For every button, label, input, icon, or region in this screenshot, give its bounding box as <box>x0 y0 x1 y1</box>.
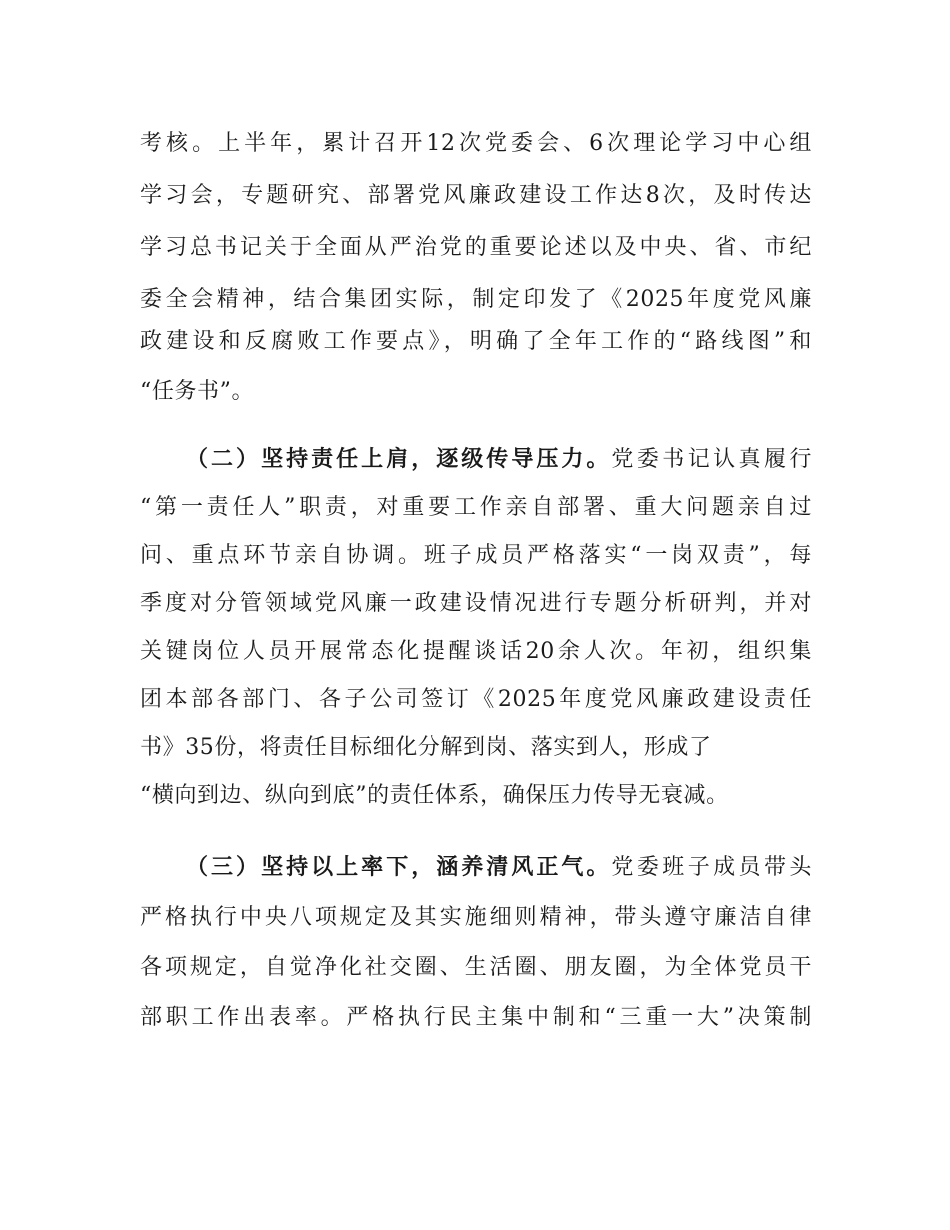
paragraph-2-line-8: “横向到边、纵向到底”的责任体系，确保压力传导无衰减。 <box>140 783 729 808</box>
paragraph-2-line-5: 关键岗位人员开展常态化提醒谈话20余人次。年初，组织集 <box>140 639 812 664</box>
paragraph-3-line-4: 部职工作出表率。严格执行民主集中制和“三重一大”决策制 <box>140 1005 812 1030</box>
paragraph-1-line-3: 学习总书记关于全面从严治党的重要论述以及中央、省、市纪 <box>140 235 812 260</box>
paragraph-3-first-line-rest: 党委班子成员带头 <box>611 855 812 880</box>
paragraph-2-first-line-rest: 党委书记认真履行 <box>611 447 812 472</box>
paragraph-1-line-6: “任务书”。 <box>140 379 255 404</box>
paragraph-2-line-4: 季度对分管领域党风廉一政建设情况进行专题分析研判，并对 <box>140 591 812 616</box>
paragraph-3-line-2: 严格执行中央八项规定及其实施细则精神，带头遵守廉洁自律 <box>140 905 812 930</box>
paragraph-2-line-2: “第一责任人”职责，对重要工作亲自部署、重大问题亲自过 <box>140 495 812 520</box>
paragraph-1-line-5: 政建设和反腐败工作要点》，明确了全年工作的“路线图”和 <box>140 329 812 354</box>
paragraph-2-line-6: 团本部各部门、各子公司签订《2025年度党风廉政建设责任 <box>140 687 812 712</box>
paragraph-1-line-4: 委全会精神，结合集团实际，制定印发了《2025年度党风廉 <box>140 287 812 312</box>
paragraph-3-line-3: 各项规定，自觉净化社交圈、生活圈、朋友圈，为全体党员干 <box>140 955 812 980</box>
paragraph-3-line-1 <box>186 848 812 888</box>
paragraph-1-line-1: 考核。上半年，累计召开12次党委会、6次理论学习中心组 <box>140 131 812 156</box>
paragraph-2-heading: （二）坚持责任上肩，逐级传导压力。 <box>186 447 612 472</box>
paragraph-2-line-7: 书》35份，将责任目标细化分解到岗、落实到人，形成了 <box>140 735 712 760</box>
paragraph-2-line-1 <box>186 440 812 480</box>
paragraph-1-line-2: 学习会，专题研究、部署党风廉政建设工作达8次，及时传达 <box>140 183 812 208</box>
paragraph-2-line-3: 问、重点环节亲自协调。班子成员严格落实“一岗双责”，每 <box>140 543 812 568</box>
paragraph-3-heading: （三）坚持以上率下，涵养清风正气。 <box>186 855 612 880</box>
